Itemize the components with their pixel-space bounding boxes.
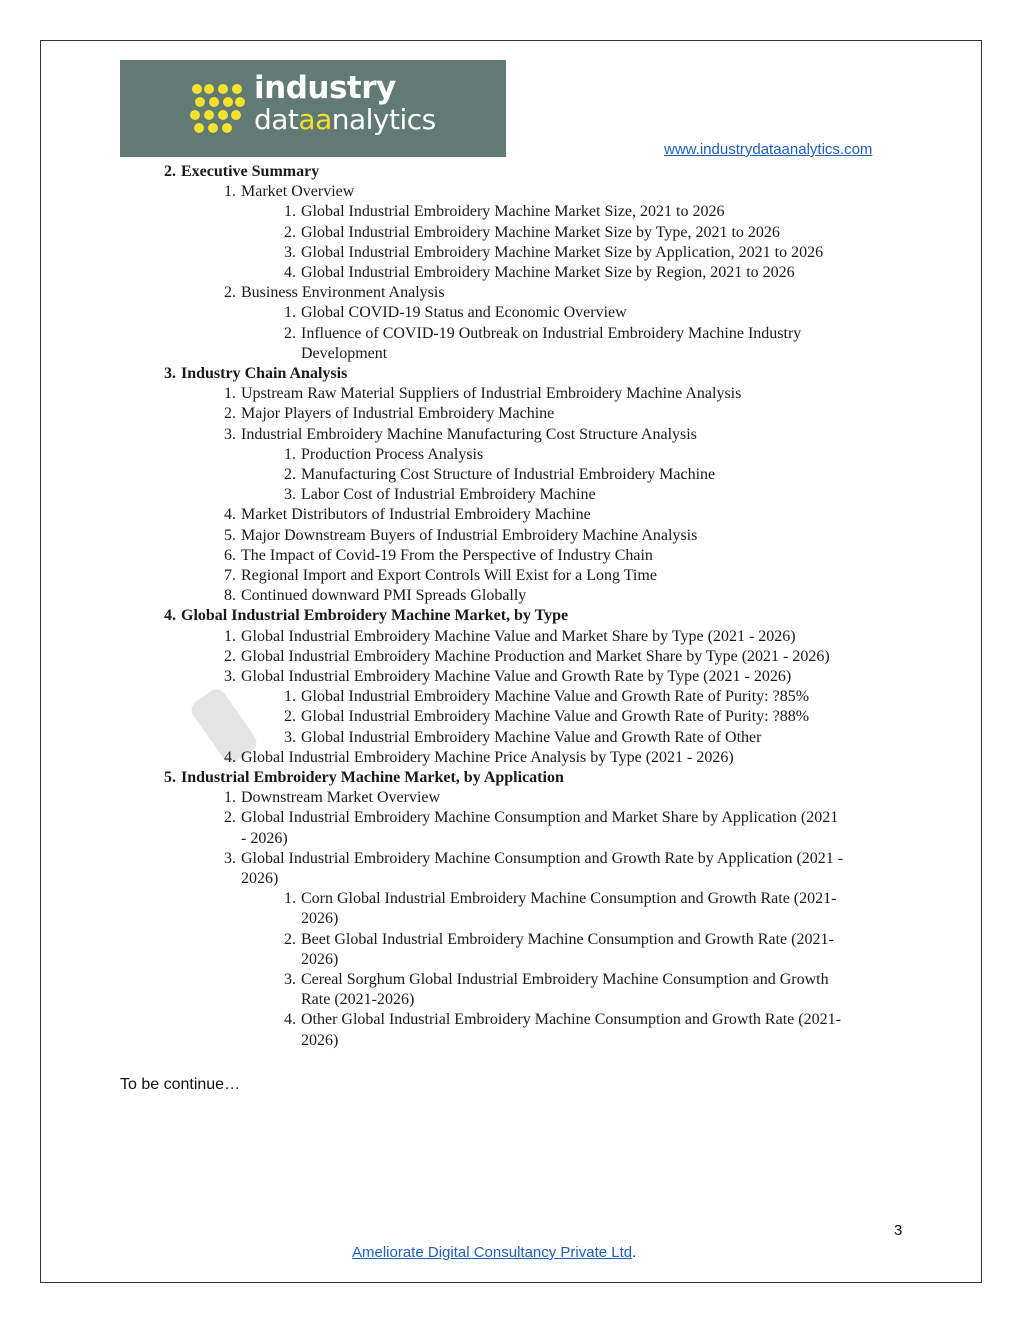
toc-entry-text: Continued downward PMI Spreads Globally (241, 587, 527, 605)
toc-entry-text: Market Overview (241, 183, 355, 201)
toc-entry-text: Corn Global Industrial Embroidery Machine Consumption and Growth Rate (2021- (301, 890, 837, 908)
toc-entry-text: 2026) (301, 950, 339, 968)
toc-entry-text: Major Players of Industrial Embroidery Machine (241, 405, 555, 423)
toc-entry-number: 1. (284, 688, 296, 706)
toc-entry-number: 4. (164, 607, 176, 625)
toc-entry-text: Rate (2021-2026) (301, 991, 415, 1009)
toc-entry-text: Global Industrial Embroidery Machine Market Size by Application, 2021 to 2026 (301, 243, 824, 261)
toc-entry-number: 2. (164, 163, 176, 180)
toc-entry-text: Labor Cost of Industrial Embroidery Machine (301, 486, 596, 504)
toc-entry-number: 1. (224, 789, 236, 807)
toc-entry-number: 8. (224, 587, 236, 605)
toc-entry-number: 3. (164, 365, 176, 382)
toc-entry-number: 3. (284, 971, 296, 988)
toc-entry-text: 2026) (241, 870, 279, 887)
toc-entry-number: 3. (284, 486, 296, 504)
toc-entry-number: 2. (284, 930, 296, 948)
toc-entry-number: 3. (224, 849, 236, 867)
toc-entry-number: 3. (224, 668, 236, 685)
toc-entry-number: 4. (224, 506, 236, 524)
toc-entry-number: 2. (284, 466, 296, 483)
toc-entry-text: Global Industrial Embroidery Machine Price Analysis by Type (2021 - 2026) (241, 748, 734, 766)
toc-entry-number: 2. (284, 708, 296, 726)
toc-entry-text: Manufacturing Cost Structure of Industrial Embroidery Machine (301, 466, 716, 483)
toc-entry-number: 6. (224, 546, 236, 564)
toc-entry-text: Global Industrial Embroidery Machine Value and Growth Rate of Purity: ?85% (301, 688, 810, 706)
toc-entry-number: 1. (224, 183, 236, 201)
toc-entry-number: 4. (224, 748, 236, 766)
toc-entry-text: Industry Chain Analysis (181, 365, 348, 382)
toc-entry-number: 1. (284, 203, 296, 221)
toc-entry-text: Global Industrial Embroidery Machine Value and Market Share by Type (2021 - 2026) (241, 627, 796, 645)
toc-entry-number: 4. (284, 1011, 296, 1029)
footer-company-link[interactable]: Ameliorate Digital Consultancy Private Ltd (352, 1244, 633, 1261)
toc-entry-text: Industrial Embroidery Machine Manufacturing Cost Structure Analysis (241, 425, 697, 443)
footer (352, 1244, 636, 1261)
to-be-continued-text: To be continue… (120, 1076, 241, 1093)
toc-entry-number: 4. (284, 264, 296, 281)
toc-entry-text: 2026) (301, 1031, 339, 1049)
toc-entry-text: Global Industrial Embroidery Machine Market Size by Region, 2021 to 2026 (301, 264, 795, 281)
toc-entry-number: 1. (284, 445, 296, 463)
toc-entry-number: 5. (164, 769, 176, 786)
toc-entry-text: Executive Summary (181, 163, 320, 180)
toc-entry-text: Cereal Sorghum Global Industrial Embroidery Machine Consumption and Growth (301, 971, 829, 988)
toc-entry-text: Global Industrial Embroidery Machine Market, by Type (181, 607, 569, 625)
toc-entry-number: 2. (224, 809, 236, 827)
toc-entry-text: Market Distributors of Industrial Embroidery Machine (241, 506, 591, 524)
toc-entry-text: Downstream Market Overview (241, 789, 441, 807)
toc-entry-text: Regional Import and Export Controls Will Exist for a Long Time (241, 567, 657, 584)
toc-entry-number: 2. (284, 223, 296, 241)
toc-entry-text: Upstream Raw Material Suppliers of Industrial Embroidery Machine Analysis (241, 385, 742, 403)
logo-text-industry: industry (254, 70, 396, 106)
toc-entry-text: Global COVID-19 Status and Economic Overview (301, 304, 627, 322)
company-logo (120, 60, 506, 157)
toc-entry-number: 1. (224, 385, 236, 403)
toc-entry-number: 2. (224, 405, 236, 423)
toc-entry-text: 2026) (301, 910, 339, 928)
toc-entry-number: 2. (224, 647, 236, 665)
toc-entry-number: 5. (224, 526, 236, 544)
toc-entry-number: 7. (224, 567, 236, 584)
toc-entry-text: Industrial Embroidery Machine Market, by Application (181, 769, 564, 786)
toc-entry-text: Global Industrial Embroidery Machine Value and Growth Rate of Other (301, 728, 762, 746)
toc-entry-number: 3. (284, 728, 296, 746)
toc-entry-text: Global Industrial Embroidery Machine Market Size by Type, 2021 to 2026 (301, 223, 780, 241)
toc-entry-text: Influence of COVID-19 Outbreak on Industrial Embroidery Machine Industry (301, 324, 802, 342)
toc-entry-number: 1. (284, 304, 296, 322)
toc-entry-number: 3. (224, 425, 236, 443)
toc-entry-text: Global Industrial Embroidery Machine Value and Growth Rate by Type (2021 - 2026) (241, 668, 792, 685)
logo-dots-icon (190, 82, 246, 134)
toc-entry-text: Global Industrial Embroidery Machine Consumption and Market Share by Application (2021 (241, 809, 839, 827)
toc-entry-text: Beet Global Industrial Embroidery Machine Consumption and Growth Rate (2021- (301, 930, 834, 948)
toc-entry-text: Development (301, 344, 388, 362)
toc-entry-text: The Impact of Covid-19 From the Perspective of Industry Chain (241, 546, 653, 564)
toc-entry-text: - 2026) (241, 829, 288, 847)
toc-entry-number: 1. (224, 627, 236, 645)
toc-entry-text: Global Industrial Embroidery Machine Market Size, 2021 to 2026 (301, 203, 725, 221)
footer-period: . (632, 1244, 637, 1261)
page-number: 3 (894, 1222, 903, 1239)
toc-entry-number: 3. (284, 243, 296, 261)
logo-text-dataanalytics: dataanalytics (254, 103, 436, 136)
toc-entry-number: 2. (284, 324, 296, 342)
toc-entry-text: Global Industrial Embroidery Machine Production and Market Share by Type (2021 - 2026) (241, 647, 830, 665)
toc-entry-number: 2. (224, 284, 236, 302)
website-link[interactable]: www.industrydataanalytics.com (664, 141, 873, 158)
toc-entry-text: Global Industrial Embroidery Machine Value and Growth Rate of Purity: ?88% (301, 708, 810, 726)
toc-entry-text: Major Downstream Buyers of Industrial Embroidery Machine Analysis (241, 526, 698, 544)
toc-entry-text: Business Environment Analysis (241, 284, 445, 302)
toc-entry-text: Global Industrial Embroidery Machine Consumption and Growth Rate by Application (2021 - (241, 849, 844, 867)
toc-entry-text: Production Process Analysis (301, 445, 484, 463)
toc-entry-number: 1. (284, 890, 296, 908)
toc-entry-text: Other Global Industrial Embroidery Machine Consumption and Growth Rate (2021- (301, 1011, 841, 1029)
